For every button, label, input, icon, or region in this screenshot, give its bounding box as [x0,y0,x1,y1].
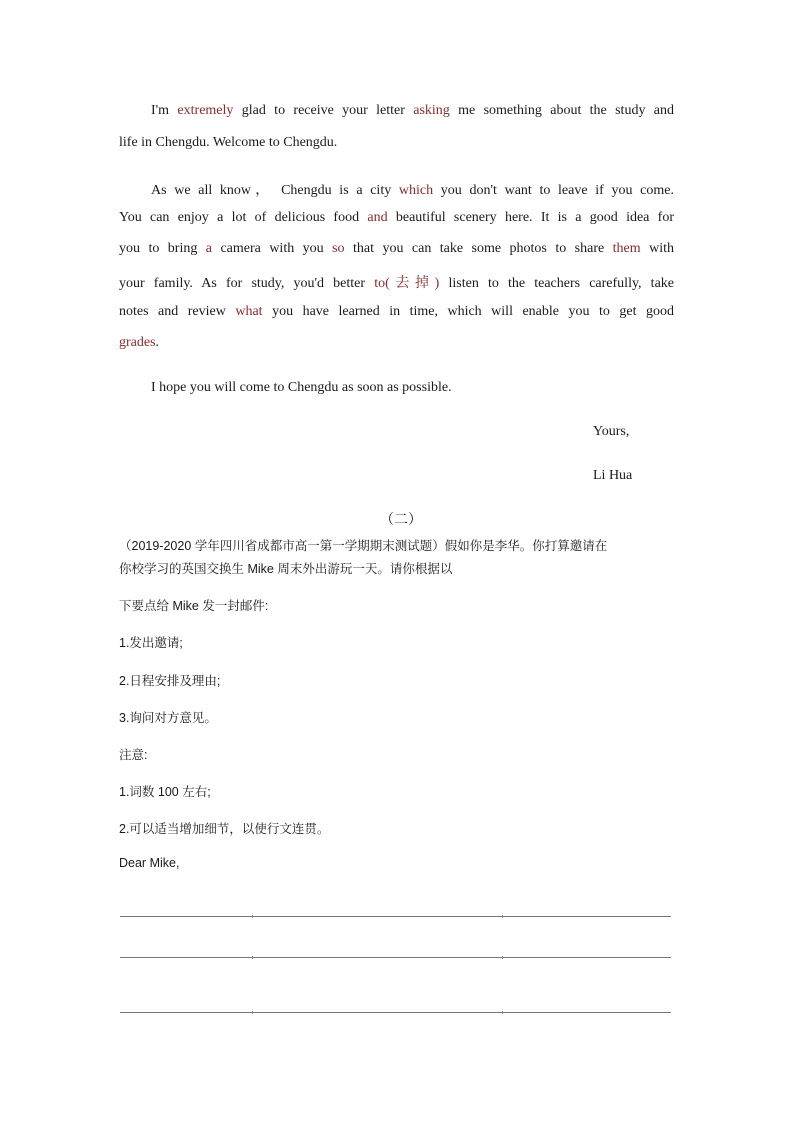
letter-line [119,272,674,292]
salutation: Dear Mike, [119,856,180,870]
corrected-word: extremely [177,103,234,118]
corrected-word: to(去掉) [374,276,440,291]
corrected-word: grades [119,335,156,350]
task-intro-line: 你校学习的英国交换生 Mike 周末外出游玩一天。请你根据以 [119,562,453,576]
letter-text: notes and review [119,304,236,319]
letter-line [119,210,674,226]
letter-text: camera with you [212,241,333,256]
letter-line: I hope you will come to Chengdu as soon as possible. [151,380,452,395]
letter-text: your family. As for study, you'd better [119,276,375,291]
letter-text: you don't want to leave if you come. [433,183,674,198]
corrected-word: them [612,241,641,256]
letter-text: me something about the study and [449,103,674,118]
task-intro-line: 下要点给 Mike 发一封邮件: [119,599,269,613]
note-label: 注意: [119,748,148,762]
letter-text: you to bring [119,241,206,256]
section-heading: （二） [380,511,422,527]
note-item: 2.可以适当增加细节，以使行文连贯。 [119,822,330,836]
letter-text: that you can take some photos to share [344,241,613,256]
letter-line: life in Chengdu. Welcome to Chengdu. [119,135,338,150]
letter-text: you have learned in time, which will enable you to get good [262,304,674,319]
letter-text: As we all know， Chengdu is a city [151,183,399,198]
corrected-word: which [398,183,434,198]
corrected-word: asking [413,103,450,118]
letter-text: . [155,335,160,350]
letter-line [119,335,674,351]
letter-line [151,103,674,119]
letter-text: listen to the teachers carefully, take [439,276,675,291]
letter-signature: Li Hua [593,468,633,483]
note-item: 1.词数 100 左右; [119,785,211,799]
letter-text: beautiful scenery here. It is a good idea for [387,210,674,225]
letter-line [119,241,674,257]
answer-line[interactable] [120,1012,671,1013]
corrected-word: so [332,241,345,256]
answer-line[interactable] [120,916,671,917]
requirement-item: 2.日程安排及理由; [119,674,221,688]
letter-text: with [640,241,674,256]
requirement-item: 1.发出邀请; [119,636,183,650]
corrected-word: what [235,304,263,319]
letter-line [151,179,674,199]
task-intro-line: （2019-2020 学年四川省成都市高一第一学期期末测试题）假如你是李华。你打算邀请在 [119,539,608,553]
letter-closing: Yours, [593,424,630,439]
letter-text: I'm [151,103,178,118]
letter-text: glad to receive your letter [233,103,414,118]
requirement-item: 3.询问对方意见。 [119,711,217,725]
answer-line[interactable] [120,957,671,958]
letter-line [119,304,674,320]
letter-text: You can enjoy a lot of delicious food [119,210,368,225]
corrected-word: a [205,241,213,256]
corrected-word: and [367,210,388,225]
